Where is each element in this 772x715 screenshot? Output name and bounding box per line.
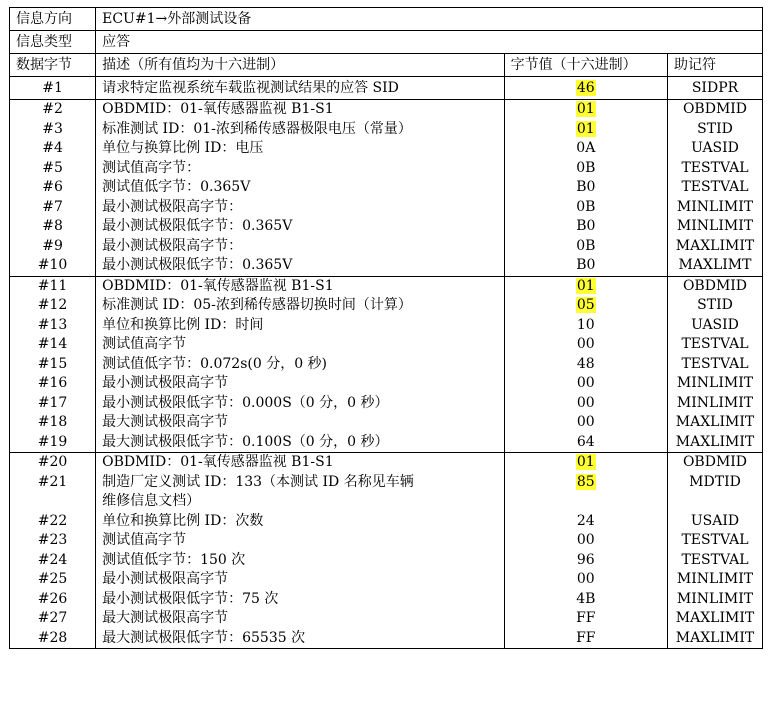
byte-value: 0B [576, 159, 596, 176]
byte-description: 测试值低字节：150 次 [102, 551, 246, 568]
byte-description-column [96, 453, 505, 649]
byte-value: 00 [576, 532, 595, 548]
byte-number: #16 [37, 375, 68, 391]
byte-value: 64 [576, 433, 595, 450]
byte-description: OBDMID：01-氧传感器监视 B1-S1 [102, 277, 334, 294]
column-header-row [10, 54, 763, 77]
byte-number: #5 [42, 159, 63, 176]
byte-mnemonic: MAXLIMIT [675, 433, 755, 450]
byte-number: #26 [37, 590, 68, 607]
byte-number: #27 [37, 610, 68, 626]
byte-description: 最小测试极限低字节：0.000S（0 分，0 秒） [102, 394, 389, 411]
byte-mnemonic: MDTID [689, 473, 741, 490]
type-value: 应答 [96, 31, 763, 54]
byte-description: 最小测试极限低字节：0.365V [102, 257, 293, 273]
byte-mnemonic: TESTVAL [681, 179, 749, 195]
byte-value-cell [504, 77, 667, 100]
byte-number-column [10, 276, 96, 453]
byte-description: 最大测试极限高字节 [102, 414, 229, 430]
byte-mnemonic: STID [697, 120, 733, 137]
byte-mnemonic: TESTVAL [681, 159, 749, 176]
byte-mnemonic: OBDMID [682, 101, 748, 117]
byte-value [511, 453, 661, 473]
byte-mnemonic: MINLIMIT [676, 590, 754, 607]
byte-mnemonic: MINLIMIT [676, 375, 754, 391]
col-header-value: 字节值（十六进制） [504, 54, 667, 77]
byte-description: 单位和换算比例 ID：时间 [102, 316, 264, 333]
byte-value: 10 [576, 316, 595, 333]
byte-value-highlight: 01 [576, 277, 595, 294]
byte-number: #1 [10, 77, 96, 100]
byte-description: 单位和换算比例 ID：次数 [102, 512, 264, 529]
byte-number: #21 [37, 473, 68, 490]
byte-value: 0B [576, 237, 596, 254]
byte-mnemonic-column [668, 453, 763, 649]
byte-mnemonic-column [668, 100, 763, 277]
byte-description: 最小测试极限高字节： [102, 198, 243, 215]
byte-description: 标准测试 ID：01-浓到稀传感器极限电压（常量） [102, 120, 412, 137]
byte-value-column [504, 453, 667, 649]
byte-mnemonic: MINLIMIT [676, 394, 754, 411]
byte-mnemonic: SIDPR [668, 77, 763, 100]
byte-mnemonic: MAXLIMIT [675, 414, 755, 430]
byte-mnemonic: UASID [691, 140, 739, 156]
byte-mnemonic: TESTVAL [681, 532, 749, 548]
byte-number-column [10, 100, 96, 277]
byte-mnemonic: MINLIMIT [676, 571, 754, 587]
table-row [10, 77, 763, 100]
row-group-1 [10, 100, 763, 277]
byte-description: 最小测试极限高字节 [102, 375, 229, 391]
line-spacer [16, 492, 89, 512]
byte-value: B0 [576, 179, 596, 195]
byte-description: 测试值高字节 [102, 336, 187, 352]
byte-number: #28 [37, 629, 68, 646]
byte-mnemonic: MAXLIMIT [675, 610, 755, 626]
byte-description: 测试值低字节：0.365V [102, 179, 251, 195]
byte-description: 最大测试极限低字节：65535 次 [102, 629, 306, 646]
byte-value: 00 [576, 394, 595, 411]
obd-response-table [9, 7, 763, 649]
byte-description: 制造厂定义测试 ID：133（本测试 ID 名称见车辆 [102, 473, 414, 490]
byte-value-column [504, 276, 667, 453]
byte-description: 标准测试 ID：05-浓到稀传感器切换时间（计算） [102, 297, 412, 313]
line-spacer [674, 492, 756, 512]
byte-value-highlight: 05 [576, 297, 595, 313]
byte-number: #2 [42, 101, 63, 117]
byte-number: #23 [37, 532, 68, 548]
byte-value: B0 [576, 218, 596, 234]
byte-number: #15 [37, 355, 68, 372]
byte-number: #14 [37, 336, 68, 352]
byte-description: 测试值低字节：0.072s(0 分，0 秒) [102, 355, 328, 372]
byte-description: 测试值高字节 [102, 532, 187, 548]
byte-value: 00 [576, 571, 595, 587]
byte-mnemonic: MAXLIMT [678, 257, 752, 273]
byte-value: B0 [576, 257, 596, 273]
byte-mnemonic: MINLIMIT [676, 218, 754, 234]
byte-mnemonic-column [668, 276, 763, 453]
byte-number: #20 [37, 454, 68, 470]
byte-value: 4B [576, 590, 596, 607]
byte-mnemonic: MINLIMIT [676, 198, 754, 215]
byte-value: FF [576, 629, 596, 646]
byte-number: #3 [42, 120, 63, 137]
byte-number: #17 [37, 394, 68, 411]
byte-number: #4 [42, 140, 63, 156]
line-spacer [511, 492, 661, 512]
byte-number: #11 [37, 277, 68, 294]
byte-value: 0A [576, 140, 596, 156]
byte-value: 00 [576, 375, 595, 391]
byte-mnemonic: UASID [691, 316, 739, 333]
col-header-mnemonic: 助记符 [668, 54, 763, 77]
byte-value: 96 [576, 551, 595, 568]
byte-number-column [10, 453, 96, 649]
byte-value-column [504, 100, 667, 277]
byte-mnemonic: OBDMID [682, 454, 748, 470]
byte-description: 请求特定监视系统车载监视测试结果的应答 SID [96, 77, 505, 100]
byte-value [511, 100, 661, 120]
byte-description: 最大测试极限高字节 [102, 610, 229, 626]
byte-value: 48 [576, 355, 595, 372]
byte-description: OBDMID：01-氧传感器监视 B1-S1 [102, 101, 334, 117]
byte-value [511, 296, 661, 316]
byte-mnemonic: MAXLIMIT [675, 629, 755, 646]
type-label: 信息类型 [10, 31, 96, 54]
byte-value: 0B [576, 198, 596, 215]
byte-value-highlight: 01 [576, 454, 595, 470]
col-header-description: 描述（所有值均为十六进制） [96, 54, 505, 77]
type-row [10, 31, 763, 54]
byte-value [511, 473, 661, 493]
byte-number: #22 [37, 512, 68, 529]
byte-mnemonic: STID [697, 297, 733, 313]
byte-number: #25 [37, 571, 68, 587]
byte-description: 最小测试极限高字节： [102, 237, 243, 254]
byte-mnemonic: TESTVAL [681, 551, 749, 568]
byte-value: 00 [576, 336, 595, 352]
byte-description: 单位与换算比例 ID：电压 [102, 140, 264, 156]
direction-row [10, 8, 763, 31]
byte-number: #19 [37, 433, 68, 450]
direction-value: ECU#1→外部测试设备 [96, 8, 763, 31]
byte-description-continued: 维修信息文档） [102, 493, 201, 509]
byte-mnemonic: TESTVAL [681, 336, 749, 352]
byte-value-highlight: 01 [576, 120, 595, 137]
byte-value: 46 [576, 80, 595, 96]
byte-value [511, 277, 661, 297]
byte-value-highlight: 01 [576, 101, 595, 117]
byte-number: #7 [42, 198, 63, 215]
byte-number: #10 [37, 257, 68, 273]
byte-number: #9 [42, 237, 63, 254]
byte-number: #24 [37, 551, 68, 568]
byte-mnemonic: OBDMID [682, 277, 748, 294]
byte-value-highlight: 85 [576, 473, 595, 490]
row-group-2 [10, 276, 763, 453]
byte-number: #8 [42, 218, 63, 234]
col-header-byte: 数据字节 [10, 54, 96, 77]
byte-value: 00 [576, 414, 595, 430]
byte-number: #6 [42, 179, 63, 195]
byte-description: 最小测试极限低字节：0.365V [102, 218, 293, 234]
byte-mnemonic: USAID [690, 512, 740, 529]
byte-value [511, 120, 661, 140]
byte-mnemonic: MAXLIMIT [675, 237, 755, 254]
byte-description-column [96, 276, 505, 453]
byte-value: FF [576, 610, 596, 626]
byte-description-column [96, 100, 505, 277]
byte-value: 24 [576, 512, 595, 529]
byte-number: #18 [37, 414, 68, 430]
byte-description: 最大测试极限低字节：0.100S（0 分，0 秒） [102, 433, 389, 450]
direction-label: 信息方向 [10, 8, 96, 31]
byte-description: 最小测试极限低字节：75 次 [102, 590, 279, 607]
byte-number: #13 [37, 316, 68, 333]
byte-description: 测试值高字节： [102, 159, 201, 176]
byte-mnemonic: TESTVAL [681, 355, 749, 372]
byte-description: OBDMID：01-氧传感器监视 B1-S1 [102, 454, 334, 470]
byte-number: #12 [37, 297, 68, 313]
byte-description: 最小测试极限高字节 [102, 571, 229, 587]
row-group-3 [10, 453, 763, 649]
